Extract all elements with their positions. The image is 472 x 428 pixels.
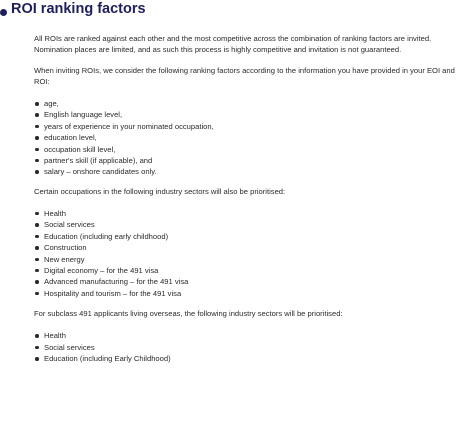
bullet-icon [35,246,39,250]
list-item: Construction [34,242,468,253]
list-item: Health [34,208,468,219]
overseas-intro-paragraph: For subclass 491 applicants living overseas, the following industry sectors will be prioritised: [34,309,343,319]
bullet-icon [35,258,39,262]
bullet-icon [35,170,39,174]
list-item: Advanced manufacturing – for the 491 visa [34,276,468,287]
priority-sectors-list [34,208,468,299]
list-item: New energy [34,254,468,265]
bullet-icon [35,223,39,227]
sectors-intro-paragraph: Certain occupations in the following industry sectors will also be prioritised: [34,186,286,196]
bullet-icon [35,113,39,117]
ranking-factors-list [34,98,468,178]
list-item: Digital economy – for the 491 visa [34,265,468,276]
list-item: education level, [34,132,468,143]
intro-paragraph: All ROIs are ranked against each other and the most competitive across the combination of ranking factors are invited. Nomination places are limited, and as such this process is highly competitive and invitation is not guaranteed. [34,34,432,55]
bullet-icon [35,148,39,152]
bullet-icon [35,136,39,140]
bullet-icon [35,334,39,338]
section-bullet-icon [0,9,7,16]
list-item: salary – onshore candidates only. [34,166,468,177]
list-item: Education (including Early Childhood) [34,353,468,364]
overseas-sectors-list [34,330,468,364]
bullet-icon [35,357,39,361]
list-item: years of experience in your nominated occupation, [34,121,468,132]
bullet-icon [35,235,39,239]
list-item: age, [34,98,468,109]
bullet-icon [35,269,39,273]
list-item: Education (including early childhood) [34,231,468,242]
list-item: Health [34,330,468,341]
section-heading: ROI ranking factors [11,1,146,17]
bullet-icon [35,292,39,296]
section-content [34,33,468,364]
bullet-icon [35,102,39,106]
bullet-icon [35,280,39,284]
list-item: partner's skill (if applicable), and [34,155,468,166]
bullet-icon [35,346,39,350]
bullet-icon [35,125,39,129]
list-item: Social services [34,219,468,230]
factors-intro-paragraph: When inviting ROIs, we consider the following ranking factors according to the information you have provided in your EOI and ROI: [34,65,455,86]
list-item: Hospitality and tourism – for the 491 visa [34,288,468,299]
bullet-icon [35,212,39,216]
bullet-icon [35,159,39,163]
list-item: occupation skill level, [34,144,468,155]
list-item: Social services [34,342,468,353]
list-item: English language level, [34,109,468,120]
